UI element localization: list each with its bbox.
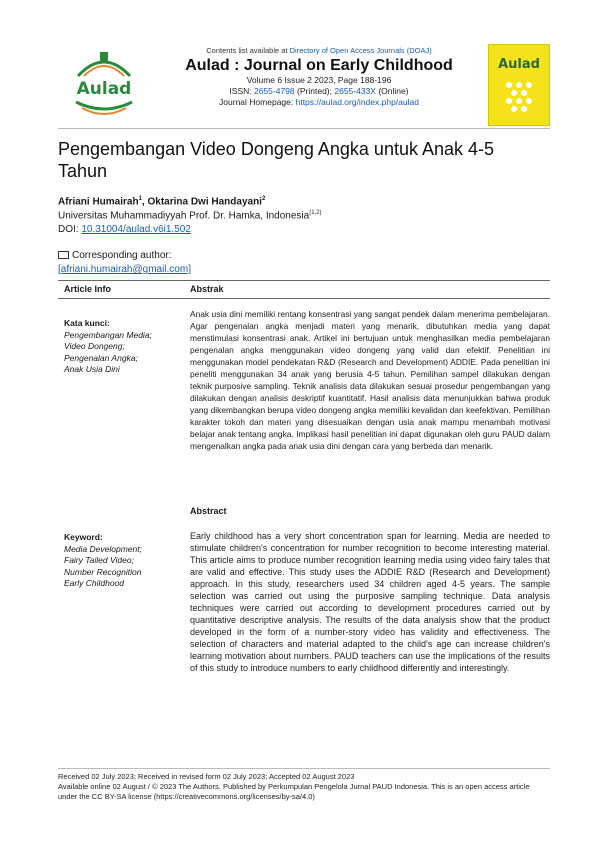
journal-cover: [488, 44, 550, 126]
cover-title: Aulad: [498, 57, 540, 72]
cover-pattern-icon: [503, 79, 535, 115]
keyword-block: [64, 532, 174, 590]
journal-title: Aulad : Journal on Early Childhood: [185, 57, 453, 74]
keyword-item: Pengembangan Media;: [64, 329, 152, 340]
affiliation: Universitas Muhammadiyyah Prof. Dr. Hamka, Indonesia$^{(1,2)}$: [58, 210, 322, 222]
keyword-title: Keyword:: [64, 532, 103, 542]
abstrak-heading: Abstrak: [190, 284, 224, 294]
volume-line: Volume 6 Issue 2 2023, Page 188-196: [246, 75, 392, 85]
corresponding-author: Corresponding author:: [58, 250, 172, 261]
license-text: Available online 02 August / © 2023 The Authors. Published by Perkumpulan Pengelola Jurnal PAUD Indonesia. This is an open access article under the CC BY-SA license (https://creativecommons.org/licenses/by-sa/4.0): [58, 782, 530, 801]
authors: Afriani Humairah$^1$, Oktarina Dwi Handayani$^2$: [58, 196, 266, 208]
columns-top-rule: [58, 280, 550, 281]
homepage-line: Journal Homepage: https://aulad.org/index.php/aulad: [219, 97, 419, 107]
received-dates: Received 02 July 2023; Received in revised form 02 July 2023; Accepted 02 August 2023: [58, 772, 355, 781]
keyword-item: Number Recognition: [64, 566, 142, 577]
columns-header-rule: [58, 298, 550, 299]
doaj-link[interactable]: Directory of Open Access Journals (DOAJ): [289, 46, 432, 55]
kata-kunci-title: Kata kunci:: [64, 318, 110, 328]
article-info-heading: Article Info: [64, 284, 112, 294]
author-email-link[interactable]: [afriani.humairah@gmail.com]: [58, 264, 191, 275]
keyword-item: Pengenalan Angka;: [64, 352, 138, 363]
mail-icon: [58, 251, 69, 259]
header-info: [154, 42, 484, 108]
logo-text: Aulad: [76, 79, 132, 99]
aulad-logo-icon: [64, 46, 144, 120]
journal-header: [58, 42, 550, 124]
article-title: Pengembangan Video Dongeng Angka untuk Anak 4-5 Tahun: [58, 139, 495, 181]
contents-line: Contents list available at Directory of Open Access Journals (DOAJ): [206, 46, 432, 55]
abstract-heading: Abstract: [190, 506, 227, 516]
header-divider: [58, 128, 550, 129]
abstrak-text: Anak usia dini memiliki rentang konsentrasi yang sangat pendek dalam menerima pembelajaran. Agar pengenalan angka menjadi materi yang menarik, dibutuhkan media yang dapat menstimulasi konsentrasi anak. Artikel ini bertujuan untuk menghasilkan media pembelajaran pengenalan angka menggunakan video dongeng yang valid dan efektif. Penelitian ini menggunakan model pendekatan R&D (Research and Development) ADDIE. Pada penelitian ini peneliti menggunakan 34 anak yang berusia 4-5 tahun. Pemilihan sampel dilakukan dengan teknik purposive sampling. Teknik analisis data dilakukan sesuai prosedur pengembangan yang dilakukan dengan analisis deskriptif kuantitatif. Hasil analisis data menunjukkan bahwa produk yang dikembangkan berupa video dongeng angka memiliki kevalidan dan keefektivan. Pemilihan karakter tokoh dan materi yang disesuaikan dengan usia anak mampu menambah motivasi belajar anak tentang angka. Implikasi hasil penelitian ini dapat digunakan oleh guru PAUD dalam mengenalkan angka pada anak usia dini dengan cara yang berbeda dan menarik.: [190, 309, 550, 451]
issn-line: ISSN: 2655-4798 (Printed); 2655-433X (Online): [229, 86, 409, 96]
footer-divider: [58, 768, 550, 769]
issn-print-link[interactable]: 2655-4798: [254, 86, 295, 96]
abstract-text: Early childhood has a very short concentration span for learning. Media are needed to stimulate children's concentration for number recognition to become interesting material. This article aims to produce number recognition learning media using video fairy tales that are valid and effective. This study uses the ADDIE R&D (Research and Development) approach. In this study, researchers used 34 children aged 4-5 years. The sample selection was carried out using the purposive sampling technique. Data analysis techniques were carried out according to development procedures carried out by quantitative descriptive analysis. The results of the data analysis show that the product developed in the form of a number-story video has validity and effectiveness. The selection of characters and material adapted to the child's age can increase children's learning motivation about numbers. PAUD teachers can use the implications of the results of this study to introduce numbers to early childhood differently and interestingly.: [190, 531, 550, 673]
kata-kunci-block: [64, 318, 174, 376]
keyword-item: Early Childhood: [64, 578, 125, 588]
keyword-item: Fairy Tailed Video;: [64, 555, 134, 565]
issn-online-link[interactable]: 2655-433X: [334, 86, 376, 96]
homepage-link[interactable]: https://aulad.org/index.php/aulad: [295, 97, 419, 107]
doi-link[interactable]: 10.31004/aulad.v6i1.502: [81, 224, 191, 235]
doi-line: DOI: 10.31004/aulad.v6i1.502: [58, 224, 191, 235]
keyword-item: Anak Usia Dini: [64, 364, 120, 374]
keyword-item: Video Dongeng;: [64, 341, 125, 351]
keyword-item: Media Development;: [64, 543, 142, 554]
